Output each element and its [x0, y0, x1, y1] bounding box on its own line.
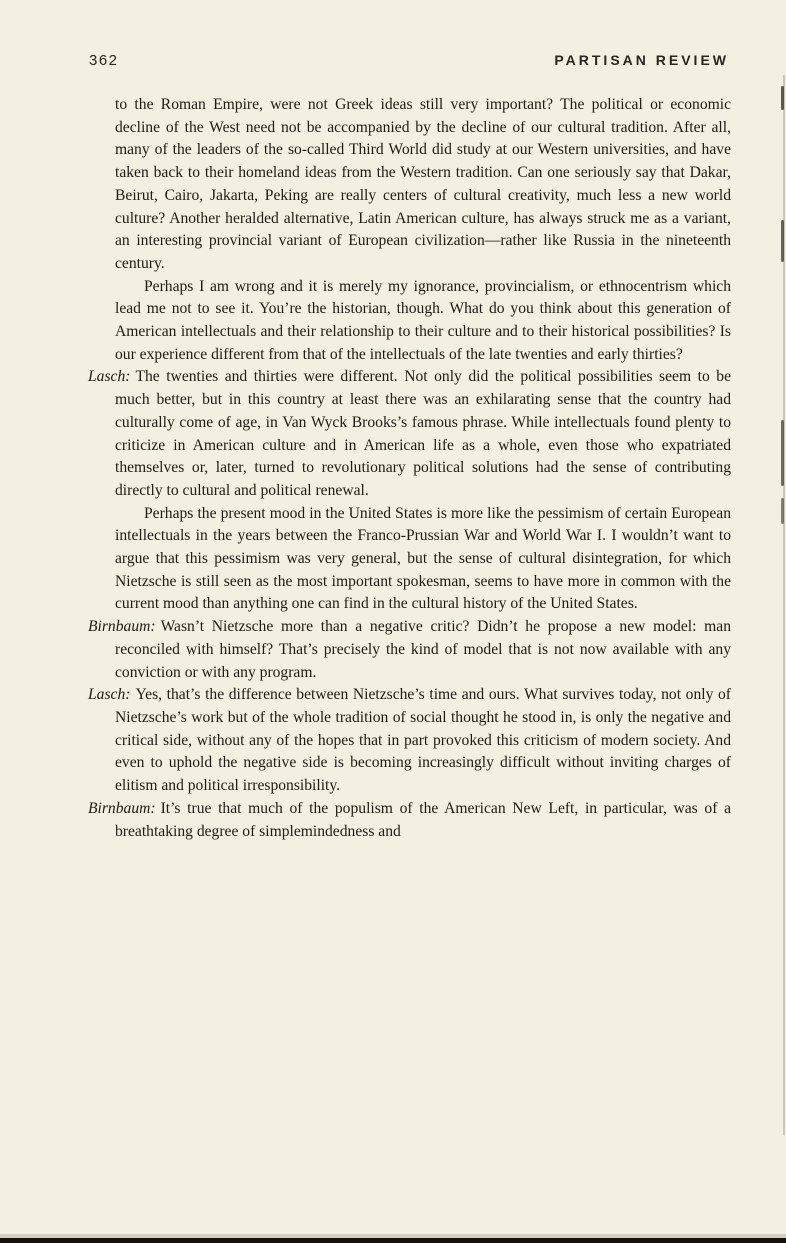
paragraph-text: Wasn’t Nietzsche more than a negative critic? Didn’t he propose a new model: man reconciled with himself? That’s precisely the kind of model that is not now available with any conviction or with any program. — [115, 618, 731, 681]
scan-artifact-bottom-edge — [0, 1238, 786, 1243]
speaker-label: Birnbaum: — [88, 799, 156, 817]
paragraph-text: It’s true that much of the populism of the American New Left, in particular, was of a breathtaking degree of simplemindedness and — [115, 799, 731, 840]
paragraph-text: Perhaps the present mood in the United States is more like the pessimism of certain European intellectuals in the years between the Franco-Prussian War and World War I. I wouldn’t want to argue that this pessimism was very general, but the sense of cultural disintegration, for which Nietzsche is still seen as the most important spokesman, seems to have more in common with the current mood than anything one can find in the cultural history of the United States. — [115, 504, 731, 613]
scan-artifact-dash — [781, 420, 784, 486]
speaker-label: Birnbaum: — [88, 618, 156, 636]
scan-artifact-dash — [781, 86, 784, 110]
text-block — [88, 94, 731, 843]
scan-artifact-dash — [781, 498, 784, 524]
page-header — [89, 52, 729, 69]
paragraph-dialog-birnbaum — [88, 616, 731, 684]
speaker-label: Lasch: — [88, 686, 131, 704]
page-number: 362 — [89, 52, 119, 69]
paragraph-dialog-lasch — [88, 684, 731, 798]
paragraph — [115, 276, 731, 367]
paragraph — [115, 503, 731, 617]
speaker-label: Lasch: — [88, 368, 131, 386]
paragraph-text: to the Roman Empire, were not Greek ideas still very important? The political or economic decline of the West need not be accompanied by the decline of our cultural tradition. After all, many of the leaders of the so-called Third World did study at our Western universities, and have taken back to their homeland ideas from the Western tradition. Can one seriously say that Dakar, Beirut, Cairo, Jakarta, Peking are really centers of cultural creativity, much less a new world culture? Another heralded alternative, Latin American culture, has always struck me as a variant, an interesting provincial variant of European civilization—rather like Russia in the nineteenth century. — [115, 96, 731, 272]
paragraph-continuation — [115, 94, 731, 276]
paragraph-dialog-lasch — [88, 366, 731, 502]
paragraph-dialog-birnbaum — [88, 798, 731, 843]
journal-title: PARTISAN REVIEW — [554, 52, 729, 68]
scan-artifact-dash — [781, 220, 784, 262]
paragraph-text: Perhaps I am wrong and it is merely my ignorance, provincialism, or ethnocentrism which lead me not to see it. You’re the historian, though. What do you think about this generation of American intellectuals and their relationship to their culture and to their historical possibilities? Is our experience different from that of the intellectuals of the late twenties and early thirties? — [115, 277, 731, 363]
paragraph-text: Yes, that’s the difference between Nietzsche’s time and ours. What survives today, not only of Nietzsche’s work but of the whole tradition of social thought he stood in, is only the negative and critical side, without any of the hopes that in part provoked this criticism of modern society. And even to uphold the negative side is becoming increasingly difficult without inviting charges of elitism and political irresponsibility. — [115, 686, 731, 795]
paragraph-text: The twenties and thirties were different. Not only did the political possibilities seem to be much better, but in this country at least there was an exhilarating sense that the country had culturally come of age, in Van Wyck Brooks’s famous phrase. While intellectuals found plenty to criticize in American culture and in American life as a whole, even those who expatriated themselves or, later, turned to revolutionary political solutions had the sense of contributing directly to cultural and political renewal. — [115, 368, 731, 499]
